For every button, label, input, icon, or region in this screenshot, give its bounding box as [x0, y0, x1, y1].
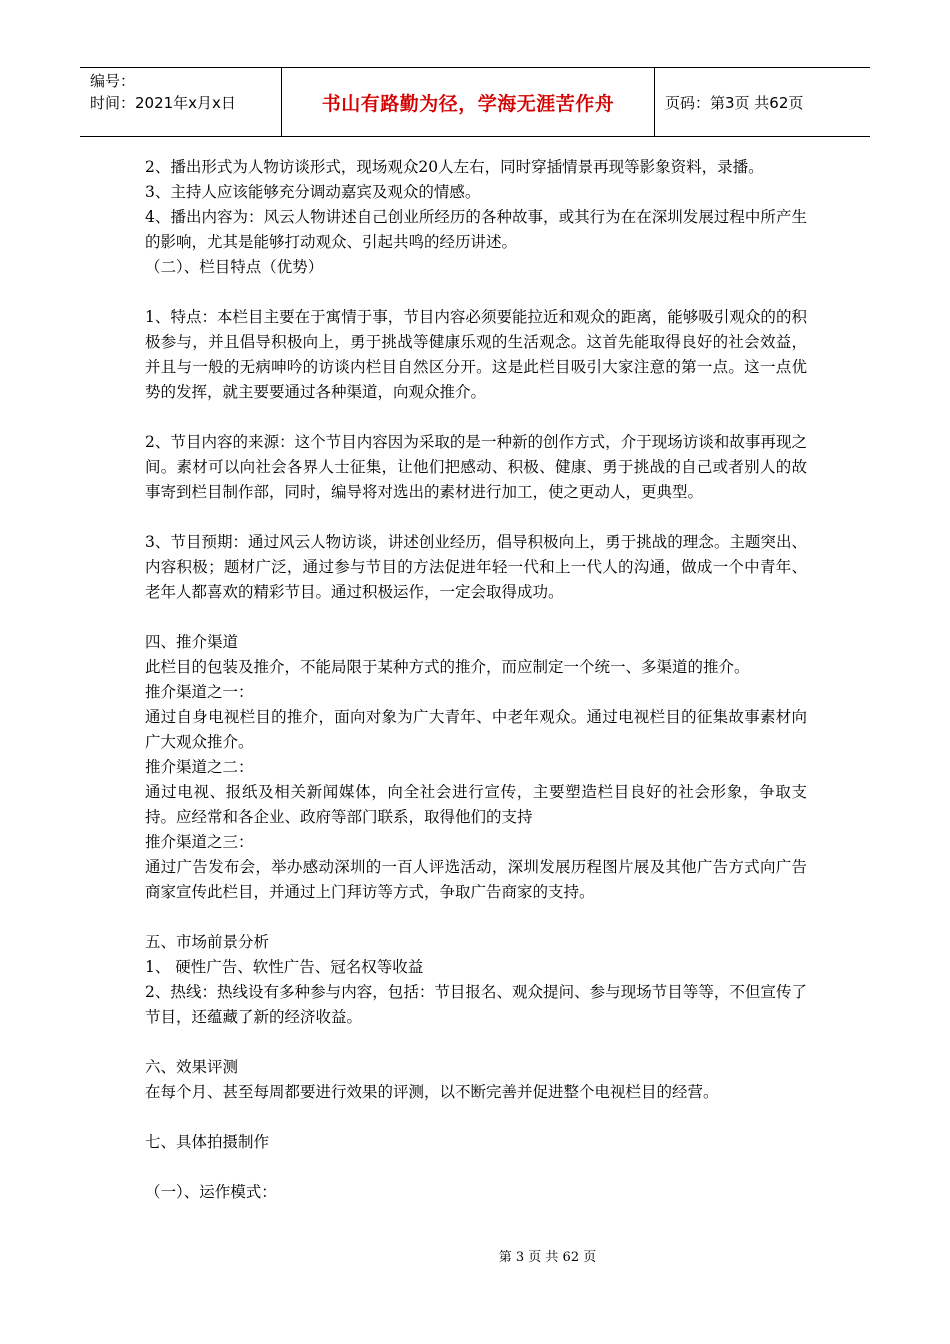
- section-heading: 七、具体拍摄制作: [145, 1133, 270, 1151]
- page-footer: 第 3 页 共 62 页: [498, 1250, 597, 1265]
- paragraph: 通过广告发布会，举办感动深圳的一百人评选活动，深圳发展历程图片展及其他广告方式向广告商家宣传此栏目，并通过上门拜访等方式，争取广告商家的支持。: [145, 858, 807, 901]
- section-heading: 六、效果评测: [145, 1058, 239, 1076]
- paragraph: 1、 硬性广告、软性广告、冠名权等收益: [145, 958, 424, 976]
- spacer: [145, 405, 807, 430]
- subheading: 推介渠道之一：: [145, 683, 254, 701]
- spacer: [145, 1155, 807, 1180]
- subheading: 推介渠道之二：: [145, 758, 254, 776]
- spacer: [145, 1105, 807, 1130]
- spacer: [145, 505, 807, 530]
- subheading: （一）、运作模式：: [145, 1183, 277, 1201]
- section-heading: 五、市场前景分析: [145, 933, 270, 951]
- section-heading: 四、推介渠道: [145, 633, 239, 651]
- paragraph: 4、播出内容为：风云人物讲述自己创业所经历的各种故事，或其行为在在深圳发展过程中所产生的影响，尤其是能够打动观众、引起共鸣的经历讲述。: [145, 208, 807, 251]
- time-label: 时间：2021年x月x日: [90, 94, 236, 112]
- paragraph: 通过电视、报纸及相关新闻媒体，向全社会进行宣传，主要塑造栏目良好的社会形象，争取支持。应经常和各企业、政府等部门联系，取得他们的支持: [145, 783, 807, 826]
- section-heading: （二）、栏目特点（优势）: [145, 258, 324, 276]
- paragraph: 3、主持人应该能够充分调动嘉宾及观众的情感。: [145, 183, 481, 201]
- page-header: [80, 67, 870, 137]
- spacer: [145, 1030, 807, 1055]
- code-label: 编号：: [90, 72, 136, 90]
- paragraph: 2、节目内容的来源：这个节目内容因为采取的是一种新的创作方式，介于现场访谈和故事再现之间。素材可以向社会各界人士征集，让他们把感动、积极、健康、勇于挑战的自己或者别人的故事寄到栏目制作部，同时，编导将对选出的素材进行加工，使之更动人，更典型。: [145, 433, 807, 501]
- paragraph: 3、节目预期：通过风云人物访谈，讲述创业经历，倡导积极向上，勇于挑战的理念。主题突出、内容积极；题材广泛，通过参与节目的方法促进年轻一代和上一代人的沟通，做成一个中青年、老年人都喜欢的精彩节目。通过积极运作，一定会取得成功。: [145, 533, 807, 601]
- paragraph: 通过自身电视栏目的推介，面向对象为广大青年、中老年观众。通过电视栏目的征集故事素材向广大观众推介。: [145, 708, 807, 751]
- subheading: 推介渠道之三：: [145, 833, 254, 851]
- spacer: [145, 605, 807, 630]
- header-meta: [80, 68, 282, 136]
- document-body: [145, 155, 807, 1205]
- paragraph: 在每个月、甚至每周都要进行效果的评测，以不断完善并促进整个电视栏目的经营。: [145, 1083, 719, 1101]
- header-motto: 书山有路勤为径，学海无涯苦作舟: [282, 68, 655, 136]
- spacer: [145, 280, 807, 305]
- paragraph: 2、播出形式为人物访谈形式，现场观众20人左右，同时穿插情景再现等影象资料，录播。: [145, 158, 764, 176]
- paragraph: 此栏目的包装及推介，不能局限于某种方式的推介，而应制定一个统一、多渠道的推介。: [145, 658, 750, 676]
- paragraph: 1、特点：本栏目主要在于寓情于事，节目内容必须要能拉近和观众的距离，能够吸引观众的的积极参与，并且倡导积极向上，勇于挑战等健康乐观的生活观念。这首先能取得良好的社会效益，并且与一般的无病呻吟的访谈内栏目自然区分开。这是此栏目吸引大家注意的第一点。这一点优势的发挥，就主要要通过各种渠道，向观众推介。: [145, 308, 807, 401]
- spacer: [145, 905, 807, 930]
- header-page-number: 页码：第3页 共62页: [665, 93, 804, 112]
- paragraph: 2、热线：热线设有多种参与内容，包括：节目报名、观众提问、参与现场节目等等，不但宣传了节目，还蕴藏了新的经济收益。: [145, 983, 807, 1026]
